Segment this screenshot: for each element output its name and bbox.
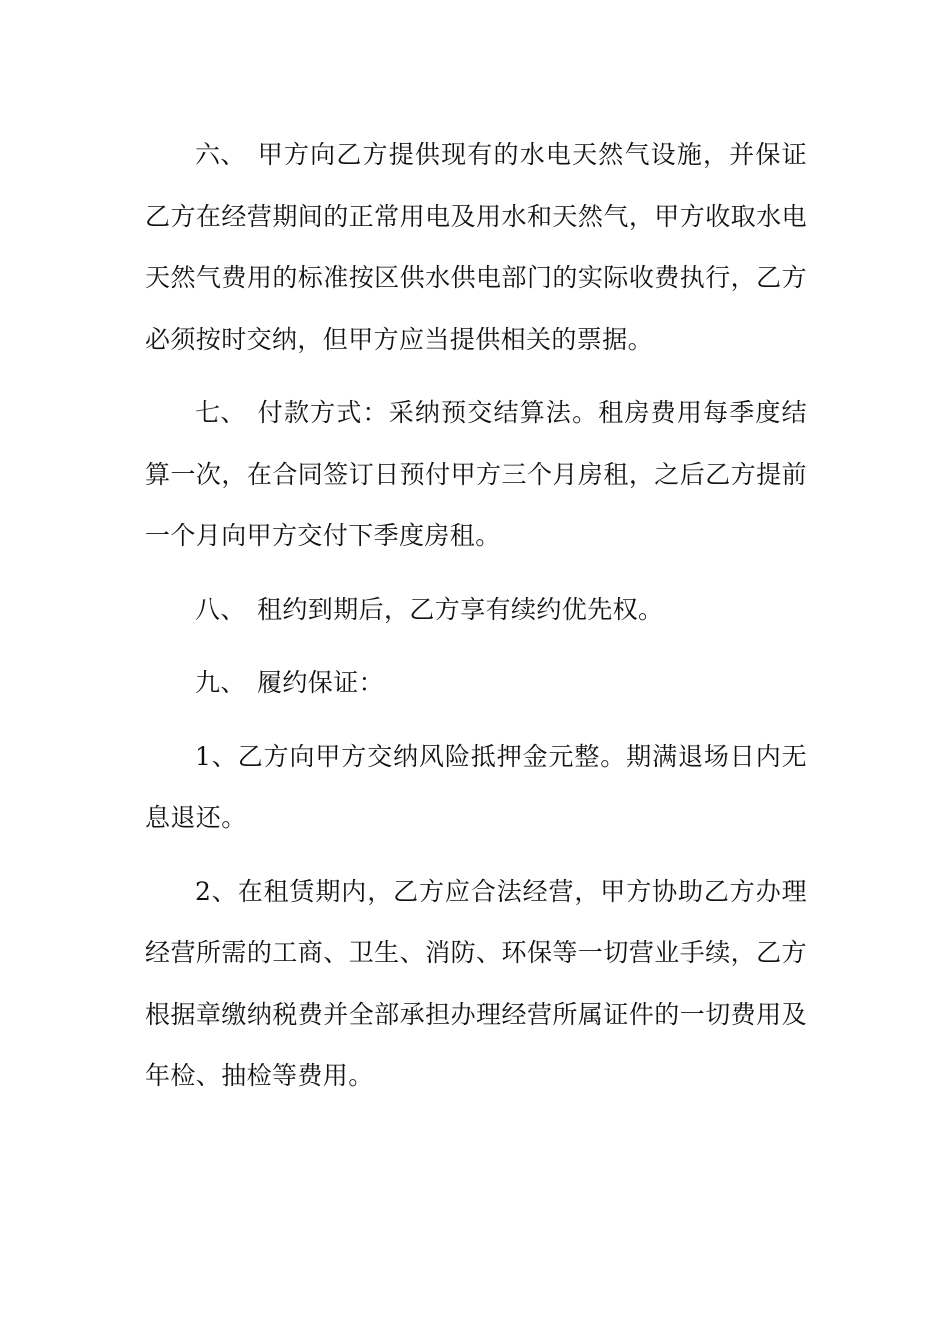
sub-item-text: 1、乙方向甲方交纳风险抵押金元整。期满退场日内无息退还。: [145, 741, 807, 832]
clause-number: 七、: [195, 398, 246, 427]
sub-item-text: 2、在租赁期内，乙方应合法经营，甲方协助乙方办理经营所需的工商、卫生、消防、环保等一切营业手续，乙方根据章缴纳税费并全部承担办理经营所属证件的一切费用及年检、抽检等费用。: [145, 876, 807, 1090]
clause-text: 甲方向乙方提供现有的水电天然气设施，并保证乙方在经营期间的正常用电及用水和天然气，甲方收取水电天然气费用的标准按区供水供电部门的实际收费执行，乙方必须按时交纳，但甲方应当提供相关的票据。: [145, 140, 807, 354]
clause-6: [145, 124, 807, 370]
document-body: [145, 124, 807, 1119]
clause-text: 履约保证：: [257, 668, 385, 697]
clause-number: 六、: [195, 140, 246, 169]
clause-text: 付款方式：采纳预交结算法。租房费用每季度结算一次，在合同签订日预付甲方三个月房租，之后乙方提前一个月向甲方交付下季度房租。: [145, 398, 807, 550]
clause-7: [145, 382, 807, 567]
clause-8: [145, 579, 807, 641]
clause-9: [145, 652, 807, 714]
clause-number: 九、: [195, 668, 246, 697]
sub-item-2: [145, 861, 807, 1107]
clause-text: 租约到期后，乙方享有续约优先权。: [257, 594, 664, 624]
clause-number: 八、: [195, 594, 246, 624]
sub-item-1: [145, 726, 807, 849]
